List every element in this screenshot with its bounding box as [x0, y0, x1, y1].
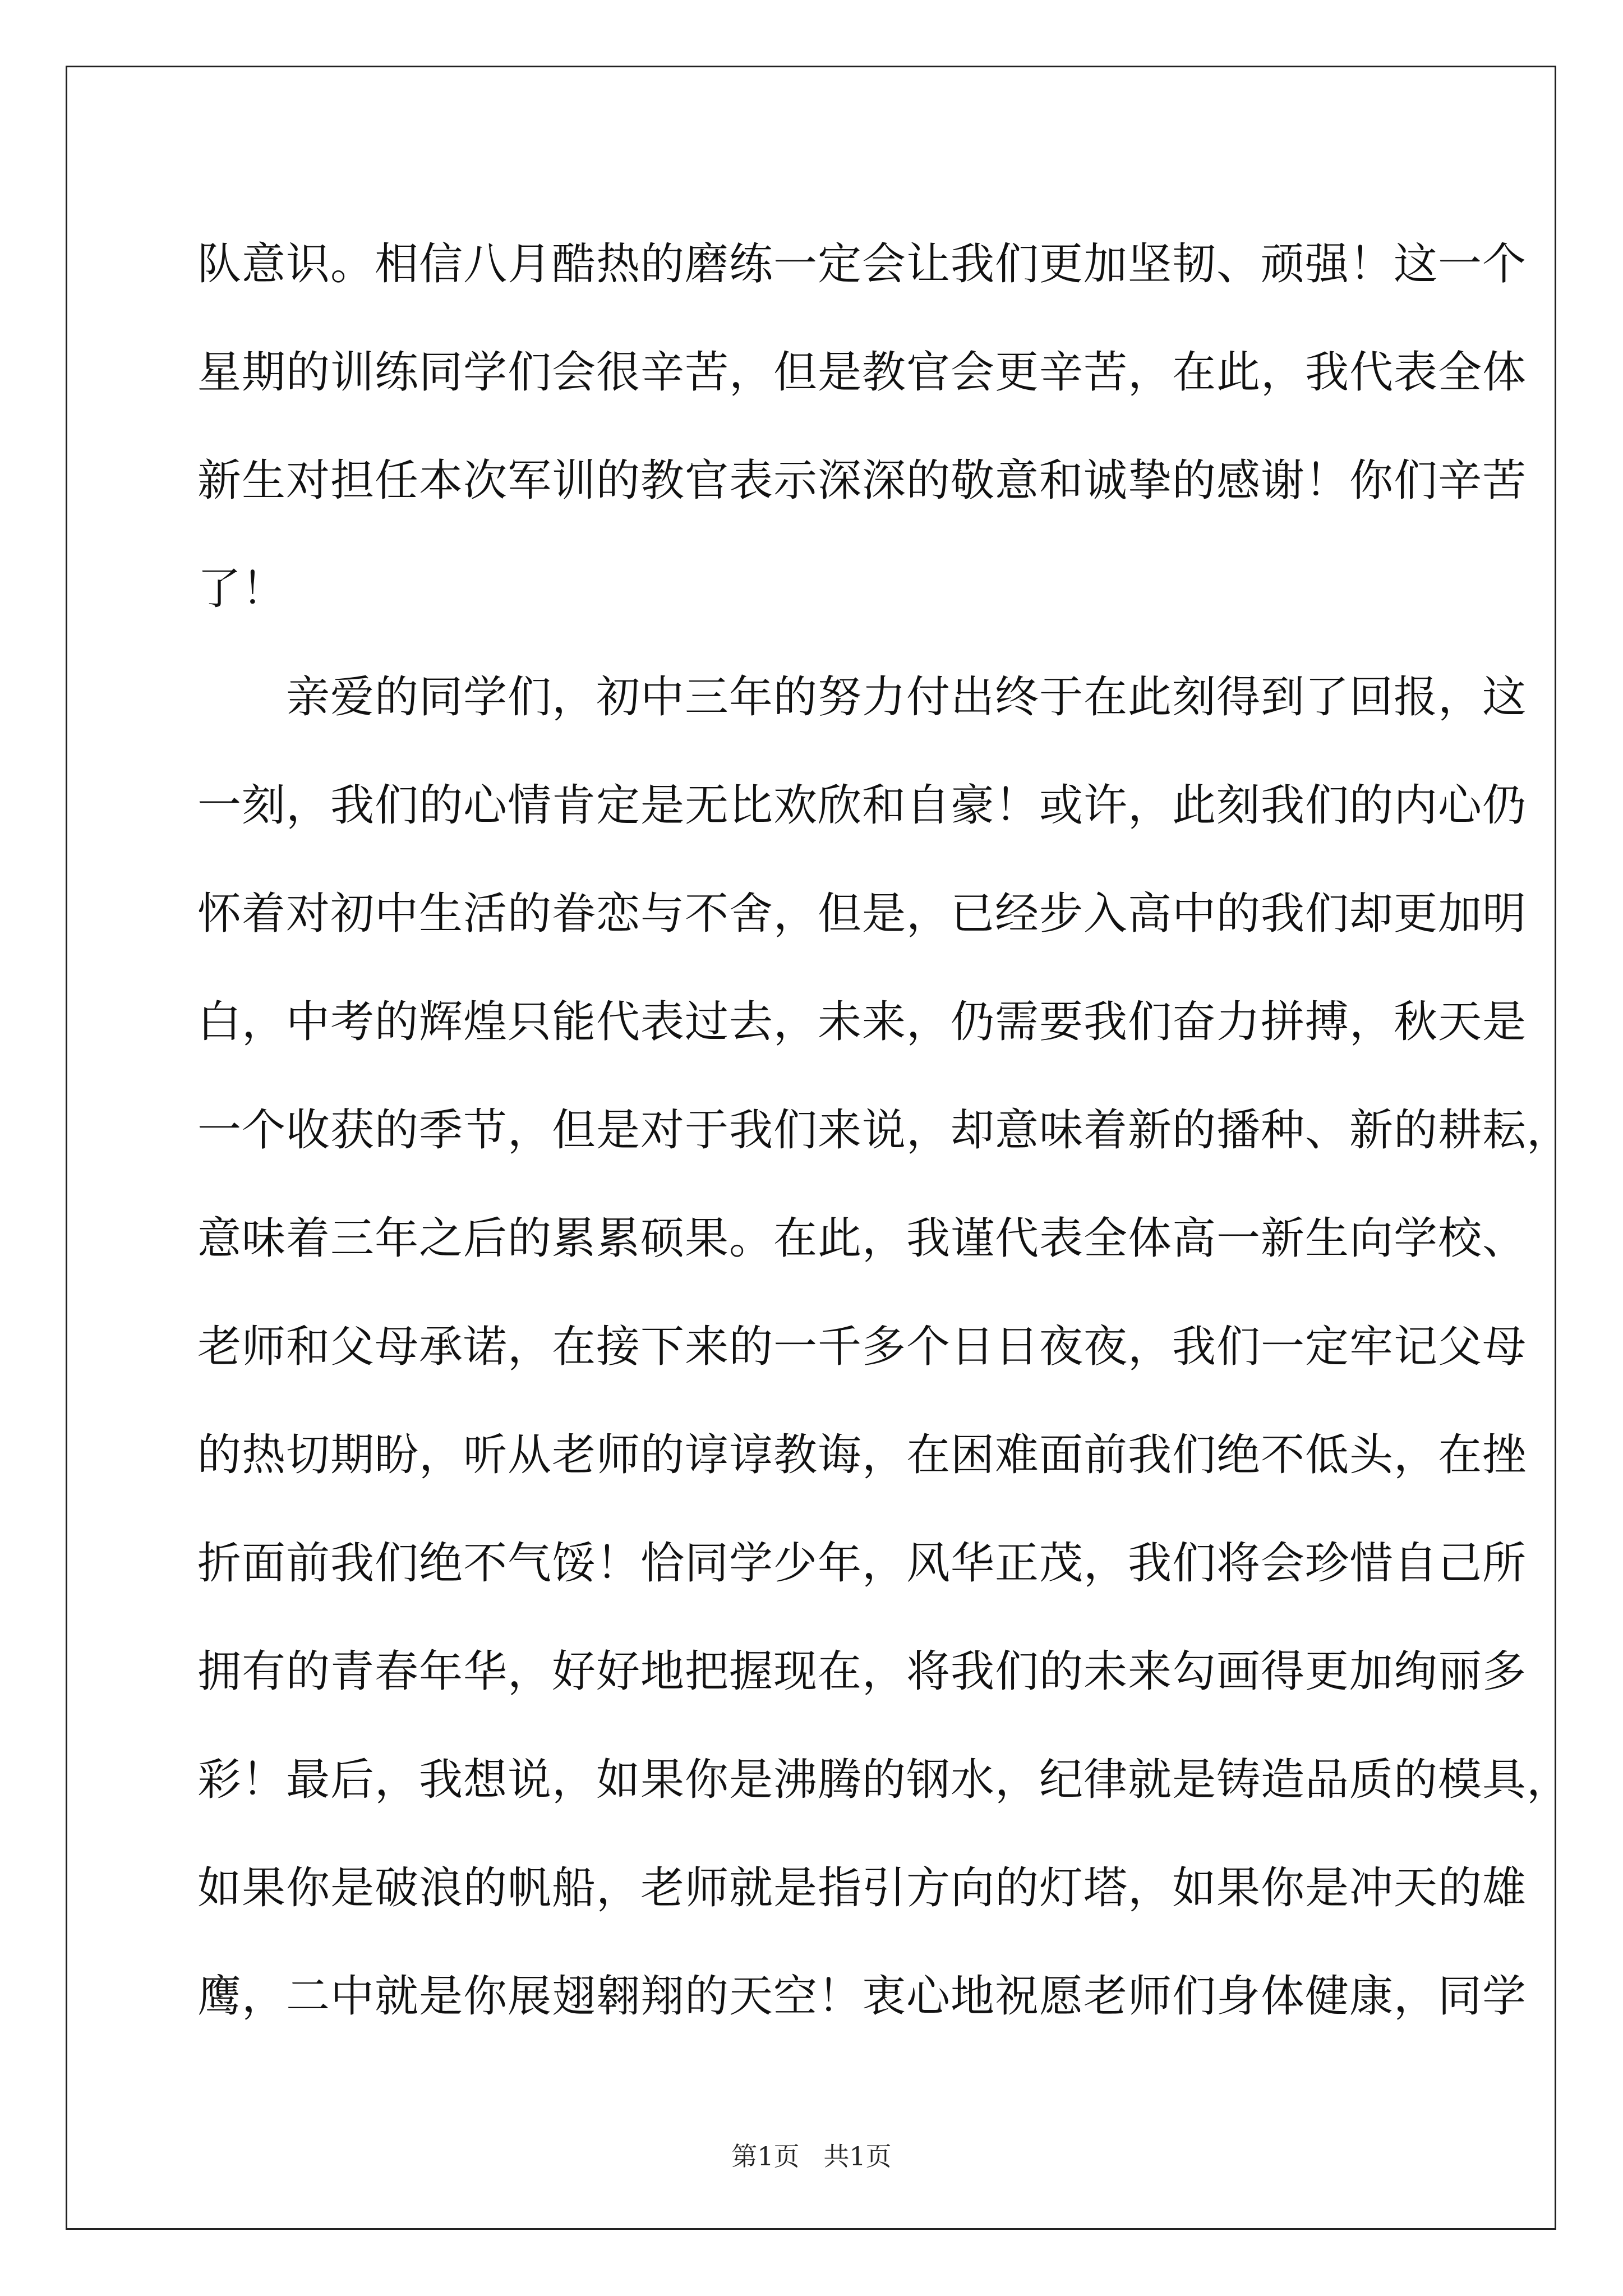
text-line: 如果你是破浪的帆船，老师就是指引方向的灯塔，如果你是冲天的雄	[197, 1863, 1527, 1913]
text-line: 彩！最后，我想说，如果你是沸腾的钢水，纪律就是铸造品质的模具，	[197, 1755, 1571, 1805]
text-line: 星期的训练同学们会很辛苦，但是教官会更辛苦，在此，我代表全体	[197, 347, 1527, 398]
text-line: 新生对担任本次军训的教官表示深深的敬意和诚挚的感谢！你们辛苦	[197, 455, 1527, 506]
text-line: 亲爱的同学们，初中三年的努力付出终于在此刻得到了回报，这	[197, 672, 1527, 723]
text-line: 的热切期盼，听从老师的谆谆教诲，在困难面前我们绝不低头，在挫	[197, 1430, 1527, 1480]
text-line: 鹰，二中就是你展翅翱翔的天空！衷心地祝愿老师们身体健康，同学	[197, 1971, 1527, 2022]
text-line: 老师和父母承诺，在接下来的一千多个日日夜夜，我们一定牢记父母	[197, 1322, 1527, 1372]
text-line: 队意识。相信八月酷热的磨练一定会让我们更加坚韧、顽强！这一个	[197, 239, 1527, 289]
text-line: 折面前我们绝不气馁！恰同学少年，风华正茂，我们将会珍惜自己所	[197, 1538, 1527, 1589]
page-number: 第1页	[731, 2141, 800, 2171]
text-line: 一个收获的季节，但是对于我们来说，却意味着新的播种、新的耕耘，	[197, 1105, 1571, 1156]
text-line: 怀着对初中生活的眷恋与不舍，但是，已经步入高中的我们却更加明	[197, 889, 1527, 939]
text-line: 白，中考的辉煌只能代表过去，未来，仍需要我们奋力拼搏，秋天是	[197, 997, 1527, 1047]
document-body	[197, 210, 1571, 2051]
text-line: 拥有的青春年华，好好地把握现在，将我们的未来勾画得更加绚丽多	[197, 1646, 1527, 1697]
text-line: 了！	[197, 564, 287, 614]
text-line: 意味着三年之后的累累硕果。在此，我谨代表全体高一新生向学校、	[197, 1213, 1527, 1264]
page-total: 共1页	[823, 2141, 892, 2171]
text-line: 一刻，我们的心情肯定是无比欢欣和自豪！或许，此刻我们的内心仍	[197, 780, 1527, 831]
page-footer	[0, 2136, 1623, 2173]
